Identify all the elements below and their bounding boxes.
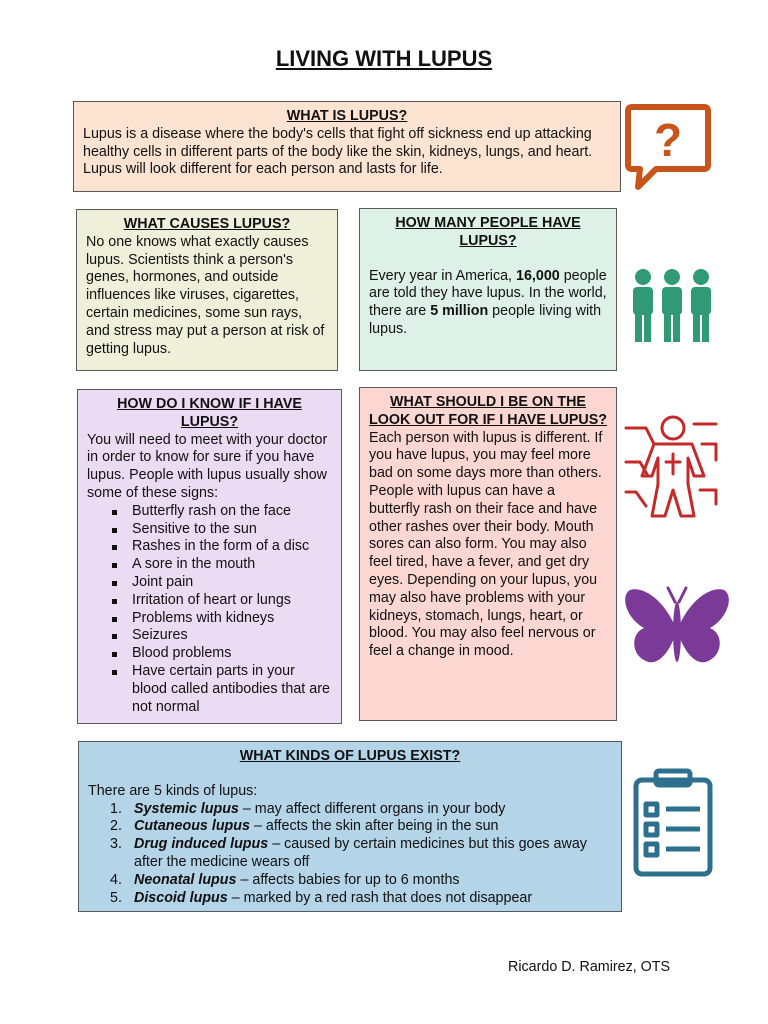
kind-item: [88, 890, 612, 908]
kind-item: [88, 872, 612, 890]
us-count: 16,000: [516, 267, 560, 284]
sign-item: Problems with kidneys: [87, 610, 332, 628]
kind-description: – may affect different organs in your body: [238, 800, 506, 817]
kind-name: Neonatal lupus: [134, 871, 237, 888]
sign-item: Irritation of heart or lungs: [87, 592, 332, 610]
people-icon: [628, 268, 716, 344]
question-bubble-icon: [624, 103, 712, 193]
kind-number: 4.: [110, 871, 122, 888]
what-is-lupus-heading: WHAT IS LUPUS?: [286, 108, 408, 124]
lookout-para-1: Each person with lupus is different. If you have lupus, you may feel more bad on some days more than others.: [369, 429, 603, 482]
kind-description: – marked by a red rash that does not disappear: [227, 889, 533, 906]
kind-description: – caused by certain medicines but this goes away after the medicine wears off: [134, 836, 587, 870]
how-many-heading: HOW MANY PEOPLE HAVE LUPUS?: [395, 215, 581, 249]
kind-item: [88, 836, 612, 872]
kind-name: Systemic lupus: [134, 800, 239, 817]
clipboard-checklist-icon: [632, 768, 714, 878]
kind-description: – affects the skin after being in the sun: [249, 818, 499, 835]
sign-item: Butterfly rash on the face: [87, 503, 332, 521]
sign-item: Joint pain: [87, 574, 332, 592]
how-to-know-heading: HOW DO I KNOW IF I HAVE LUPUS?: [117, 396, 302, 430]
body-organs-icon: [624, 414, 718, 520]
causes-text: No one knows what exactly causes lupus. Scientists think a person's genes, hormones, and outside influences like viruses, cigarettes, certain medicines, some sun rays, and stress may put a person at risk of getting lupus.: [86, 233, 325, 357]
kind-name: Drug induced lupus: [134, 836, 269, 853]
kind-number: 3.: [110, 836, 122, 853]
kind-name: Cutaneous lupus: [134, 818, 250, 835]
kind-number: 1.: [110, 800, 122, 817]
kind-description: – affects babies for up to 6 months: [236, 871, 460, 888]
kind-item: [88, 801, 612, 819]
how-many-box: [359, 208, 617, 371]
kind-number: 2.: [110, 818, 122, 835]
what-is-lupus-text: Lupus is a disease where the body's cells that fight off sickness end up attacking healthy cells in different parts of the body like the skin, kidneys, lungs, and heart. Lupus will look different for each person and lasts for life.: [83, 125, 593, 178]
how-to-know-intro: You will need to meet with your doctor in order to know for sure if you have lupus. People with lupus usually show some of these signs:: [87, 431, 328, 501]
lookout-box: [359, 387, 617, 721]
author-signature: Ricardo D. Ramirez, OTS: [508, 959, 671, 975]
lookout-para-2: People with lupus can have a butterfly rash on their face and have other rashes over their body. Mouth sores can also form. You may also feel tired, have a fever, and get dry eyes. Depending on your lupus, you may also have problems with your kidneys, stomach, lungs, heart, or blood. You may also feel nervous or feel a change in mood.: [369, 482, 598, 660]
kind-name: Discoid lupus: [134, 889, 228, 906]
kind-item: [88, 818, 612, 836]
lookout-heading: WHAT SHOULD I BE ON THE LOOK OUT FOR IF I HAVE LUPUS?: [369, 394, 608, 428]
how-to-know-box: [77, 389, 342, 724]
causes-heading: WHAT CAUSES LUPUS?: [123, 216, 291, 232]
what-is-lupus-box: [73, 101, 621, 192]
kinds-list: [88, 801, 612, 908]
sign-item: A sore in the mouth: [87, 556, 332, 574]
sign-item: Sensitive to the sun: [87, 521, 332, 539]
svg-text:?: ?: [653, 114, 683, 166]
kinds-box: [78, 741, 622, 912]
kinds-intro: There are 5 kinds of lupus:: [88, 782, 258, 799]
sign-item: Seizures: [87, 627, 332, 645]
causes-box: [76, 209, 338, 371]
sign-item: Rashes in the form of a disc: [87, 538, 332, 556]
butterfly-icon: [622, 584, 732, 676]
kinds-heading: WHAT KINDS OF LUPUS EXIST?: [239, 748, 461, 764]
page-title: LIVING WITH LUPUS: [275, 46, 493, 71]
how-many-text: Every year in America, 16,000 people are told they have lupus. In the world, there are 5 million people living with lupus.: [369, 267, 607, 337]
signs-list: [87, 503, 332, 717]
world-count: 5 million: [430, 303, 489, 320]
kind-number: 5.: [110, 889, 122, 906]
sign-item: Blood problems: [87, 645, 332, 663]
sign-item: Have certain parts in your blood called antibodies that are not normal: [87, 663, 332, 716]
